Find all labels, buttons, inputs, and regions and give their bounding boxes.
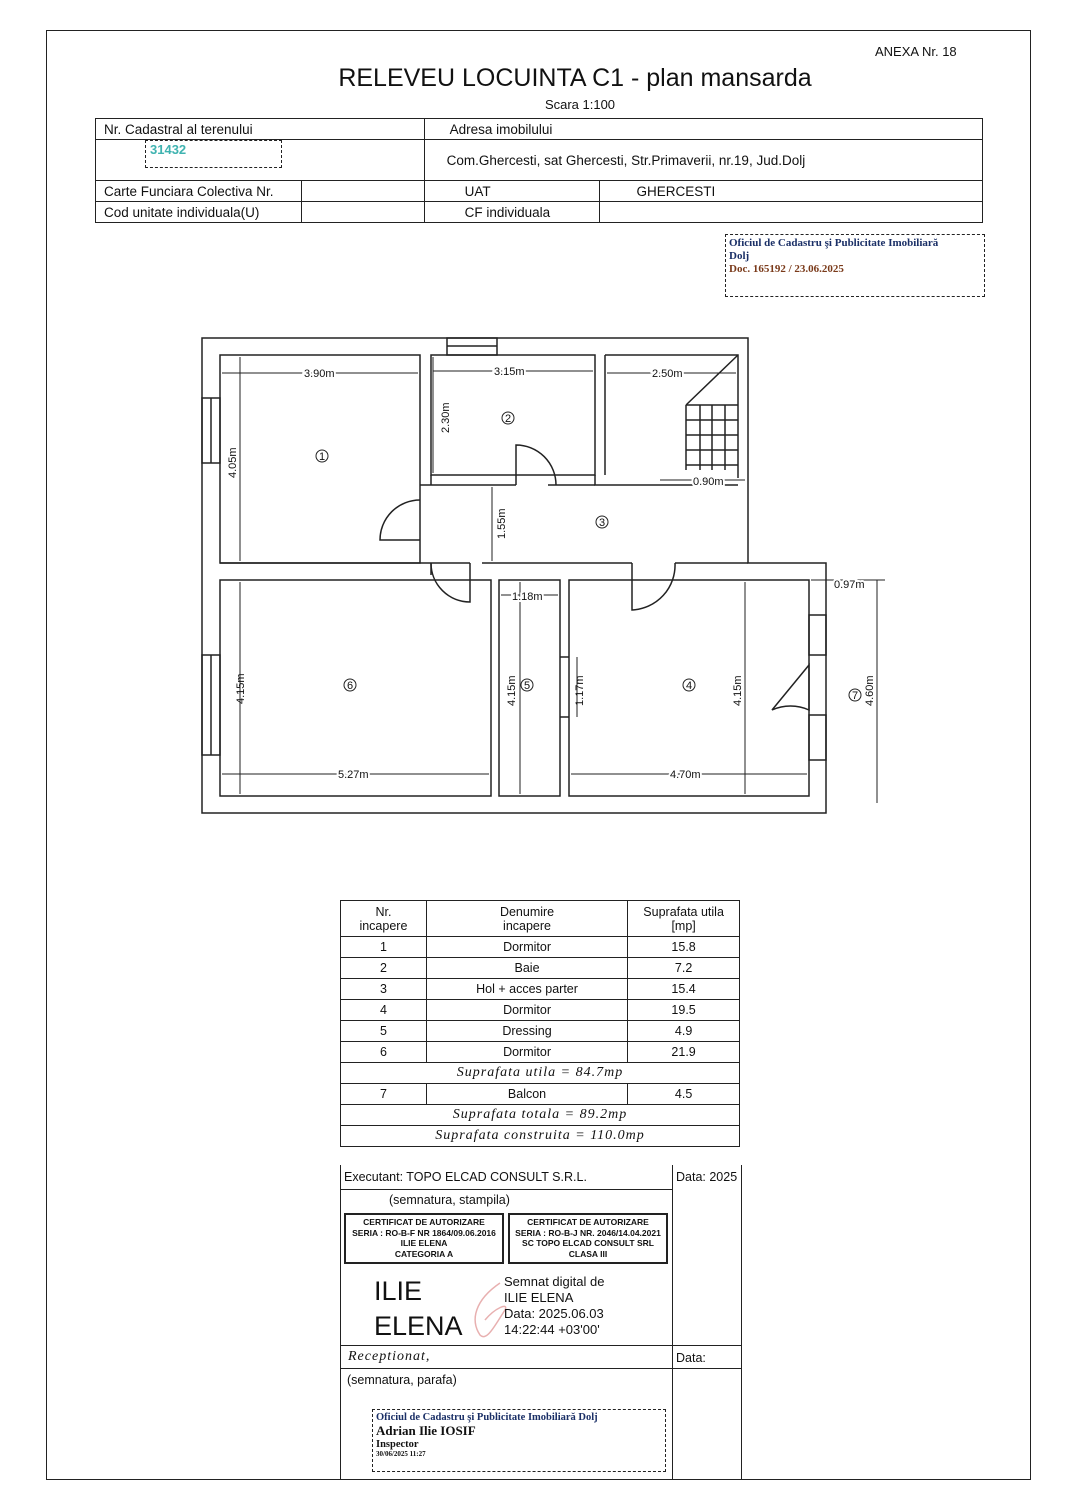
room-number: 5 bbox=[523, 680, 531, 692]
sig-line: Semnat digital de bbox=[504, 1274, 605, 1289]
cert-line: CERTIFICAT DE AUTORIZARE bbox=[527, 1217, 649, 1227]
cert-line: SC TOPO ELCAD CONSULT SRL bbox=[522, 1238, 654, 1248]
dim-label: 1.18m bbox=[512, 591, 543, 603]
room-nr: 2 bbox=[341, 958, 427, 979]
company-certificate-stamp bbox=[508, 1213, 668, 1264]
room-nr: 6 bbox=[341, 1042, 427, 1063]
cert-line: CERTIFICAT DE AUTORIZARE bbox=[363, 1217, 485, 1227]
room-area: 4.5 bbox=[628, 1084, 740, 1105]
sign-parafa-label: (semnatura, parafa) bbox=[347, 1373, 457, 1387]
built-area: Suprafata construita = 110.0mp bbox=[341, 1126, 740, 1147]
dim-label: 4.15m bbox=[506, 675, 518, 706]
cert-line: CATEGORIA A bbox=[394, 1248, 454, 1259]
dim-label: 2.30m bbox=[440, 402, 452, 433]
table-row bbox=[341, 1021, 740, 1042]
room-nr: 3 bbox=[341, 979, 427, 1000]
room-number: 3 bbox=[598, 517, 606, 529]
unit-label: Cod unitate individuala(U) bbox=[96, 202, 302, 223]
room-area: 19.5 bbox=[628, 1000, 740, 1021]
dim-label: 4.15m bbox=[732, 675, 744, 706]
table-row bbox=[341, 1042, 740, 1063]
room-area: 15.4 bbox=[628, 979, 740, 1000]
executant: Executant: TOPO ELCAD CONSULT S.R.L. bbox=[344, 1170, 587, 1184]
room-name: Dormitor bbox=[426, 1042, 627, 1063]
dim-label: 2.50m bbox=[652, 368, 683, 380]
room-area: 7.2 bbox=[628, 958, 740, 979]
table-row bbox=[341, 1084, 740, 1105]
scale-label: Scara 1:100 bbox=[544, 97, 616, 112]
cf-label: Carte Funciara Colectiva Nr. bbox=[96, 181, 302, 202]
annex-number: ANEXA Nr. 18 bbox=[875, 44, 957, 59]
room-nr: 5 bbox=[341, 1021, 427, 1042]
dim-label: 1.17m bbox=[574, 675, 586, 706]
room-area: 15.8 bbox=[628, 937, 740, 958]
table-row bbox=[341, 1000, 740, 1021]
table-row bbox=[341, 979, 740, 1000]
ocpi-org-line1: Oficiul de Cadastru şi Publicitate Imobiliară bbox=[729, 237, 939, 249]
room-name: Dormitor bbox=[426, 937, 627, 958]
dim-label: 4.15m bbox=[235, 673, 247, 704]
ocpi2-org: Oficiul de Cadastru şi Publicitate Imobiliară Dolj bbox=[376, 1412, 598, 1423]
cert-line: SERIA : RO-B-F NR 1864/09.06.2016 bbox=[352, 1227, 496, 1238]
ocpi2-role: Inspector bbox=[376, 1439, 419, 1450]
room-nr: 4 bbox=[341, 1000, 427, 1021]
sign-stamp-label: (semnatura, stampila) bbox=[389, 1193, 510, 1207]
dim-label: 1.55m bbox=[496, 508, 508, 539]
sig-line: Data: 2025.06.03 bbox=[504, 1306, 604, 1321]
dim-label: 4.70m bbox=[670, 769, 701, 781]
col-header-area: Suprafata utila [mp] bbox=[628, 901, 740, 937]
sig-line: ILIE ELENA bbox=[504, 1290, 574, 1305]
author-certificate-stamp bbox=[344, 1213, 504, 1264]
table-row bbox=[341, 937, 740, 958]
col-header-nr: Nr. incapere bbox=[341, 901, 427, 937]
rooms-table bbox=[340, 900, 740, 1147]
dim-label: 0.97m bbox=[834, 579, 865, 591]
received-label: Receptionat, bbox=[348, 1349, 431, 1364]
ocpi2-name: Adrian Ilie IOSIF bbox=[376, 1423, 476, 1438]
dim-label: 5.27m bbox=[338, 769, 369, 781]
dim-label: 3.90m bbox=[304, 368, 335, 380]
date-received: Data: bbox=[676, 1351, 706, 1365]
room-name: Baie bbox=[426, 958, 627, 979]
signer-name bbox=[374, 1274, 463, 1344]
room-name: Balcon bbox=[426, 1084, 627, 1105]
total-area: Suprafata totala = 89.2mp bbox=[341, 1105, 740, 1126]
address-label: Adresa imobilului bbox=[424, 119, 982, 140]
room-number: 2 bbox=[504, 413, 512, 425]
room-area: 4.9 bbox=[628, 1021, 740, 1042]
cf-individual-label: CF individuala bbox=[424, 202, 600, 223]
ocpi2-date: 30/06/2025 11:27 bbox=[376, 1450, 426, 1458]
room-nr: 7 bbox=[341, 1084, 427, 1105]
signer-last: ELENA bbox=[374, 1311, 463, 1341]
room-name: Hol + acces parter bbox=[426, 979, 627, 1000]
ocpi-org-line2: Dolj bbox=[729, 250, 750, 262]
cadastral-label: Nr. Cadastral al terenului bbox=[96, 119, 425, 140]
table-row bbox=[341, 958, 740, 979]
cert-line: CLASA III bbox=[568, 1248, 608, 1259]
dim-label: 4.60m bbox=[864, 675, 876, 706]
uat-label: UAT bbox=[424, 181, 600, 202]
uat-value: GHERCESTI bbox=[600, 181, 983, 202]
dim-label: 3.15m bbox=[494, 366, 525, 378]
room-number: 7 bbox=[851, 690, 859, 702]
dim-label: 4.05m bbox=[227, 447, 239, 478]
page-title: RELEVEU LOCUINTA C1 - plan mansarda bbox=[338, 64, 812, 92]
dim-label: 0.90m bbox=[693, 476, 724, 488]
signer-first: ILIE bbox=[374, 1276, 423, 1306]
room-number: 1 bbox=[318, 451, 326, 463]
room-number: 6 bbox=[346, 680, 354, 692]
col-header-name: Denumire incapere bbox=[426, 901, 627, 937]
room-nr: 1 bbox=[341, 937, 427, 958]
sig-line: 14:22:44 +03'00' bbox=[504, 1322, 600, 1337]
ocpi-doc-number: Doc. 165192 / 23.06.2025 bbox=[729, 263, 844, 275]
room-name: Dormitor bbox=[426, 1000, 627, 1021]
room-number: 4 bbox=[685, 680, 693, 692]
ocpi-inspector-stamp bbox=[372, 1409, 666, 1472]
digital-signature-info bbox=[504, 1274, 604, 1338]
date-executant: Data: 2025 bbox=[676, 1170, 738, 1184]
room-name: Dressing bbox=[426, 1021, 627, 1042]
address-value: Com.Ghercesti, sat Ghercesti, Str.Primaverii, nr.19, Jud.Dolj bbox=[424, 140, 982, 181]
cert-line: SERIA : RO-B-J NR. 2046/14.04.2021 bbox=[515, 1227, 661, 1238]
room-area: 21.9 bbox=[628, 1042, 740, 1063]
cert-line: ILIE ELENA bbox=[400, 1238, 448, 1248]
cadastral-number: 31432 bbox=[145, 140, 282, 168]
useful-area-total: Suprafata utila = 84.7mp bbox=[341, 1063, 740, 1084]
